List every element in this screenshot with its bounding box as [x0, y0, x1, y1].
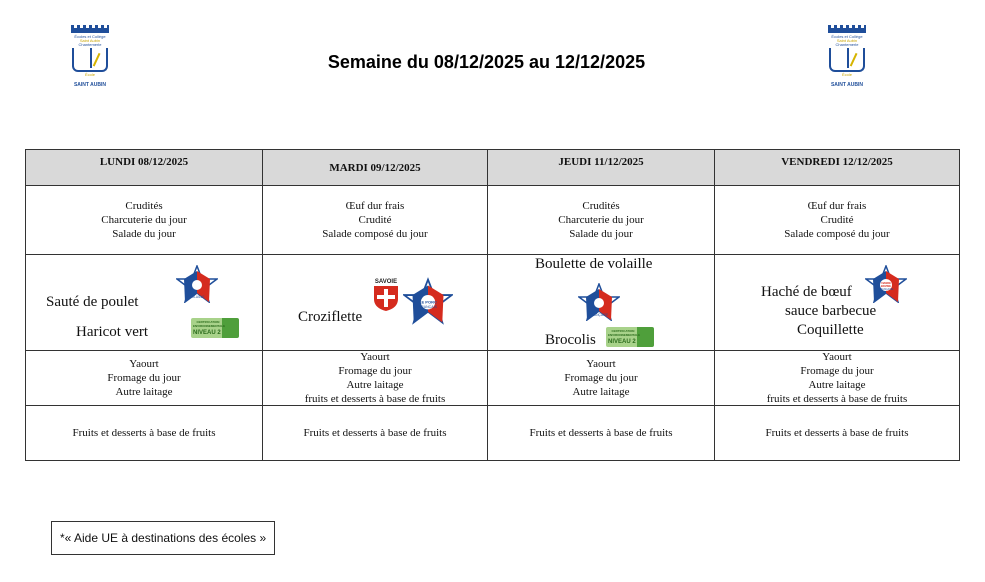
menu-item: Salade du jour [112, 228, 176, 240]
certification-niveau2-icon [191, 318, 239, 338]
menu-item: Boulette de volaille [535, 256, 653, 272]
crown-icon [828, 28, 866, 33]
badge-label: SAVOIE [374, 279, 398, 285]
menu-item: Salade composé du jour [784, 228, 890, 240]
logo-text: SAINT AUBIN [830, 82, 864, 88]
menu-item: Coquillette [797, 322, 864, 338]
badge-label: FRANÇAISE [878, 288, 894, 291]
menu-item: Croziflette [298, 309, 363, 325]
dairy-cell [714, 350, 960, 406]
menu-item: Fromage du jour [338, 365, 412, 377]
logo-text: Chantemerle [835, 42, 859, 47]
volaille-francaise-icon [176, 265, 218, 303]
badge-label: VIANDE [881, 282, 891, 285]
menu-item: Œuf dur frais [345, 200, 405, 212]
day-header-label: LUNDI 08/12/2025 [99, 156, 189, 168]
starters-cell [714, 185, 960, 255]
badge-label: CERTIFICATION ENVIRONNEMENTALE [193, 320, 226, 328]
menu-item: fruits et desserts à base de fruits [304, 393, 446, 405]
menu-item: Autre laitage [115, 386, 173, 398]
menu-item: Yaourt [822, 351, 852, 363]
badge-label: NIVEAU 2 [608, 339, 636, 345]
menu-item: Fromage du jour [800, 365, 874, 377]
menu-item: Autre laitage [572, 386, 630, 398]
badge-label: VOLAILLE [189, 295, 205, 299]
menu-item: Charcuterie du jour [558, 214, 644, 226]
menu-item: Crudités [582, 200, 620, 212]
menu-item: Crudités [125, 200, 163, 212]
logo-text: Écoles et Collège [831, 34, 863, 39]
menu-item: Autre laitage [346, 379, 404, 391]
menu-item: Brocolis [545, 332, 596, 348]
dessert-cell [487, 405, 715, 461]
menu-item: Yaourt [129, 358, 159, 370]
menu-item: Haché de bœuf [761, 284, 852, 300]
dairy-cell [25, 350, 263, 406]
badge-label: CERTIFICATION ENVIRONNEMENTALE [608, 329, 641, 337]
menu-item: sauce barbecue [785, 303, 877, 319]
porc-francais-icon [403, 277, 453, 325]
badge-label: FRANÇAIS [418, 305, 438, 310]
menu-table [25, 149, 960, 461]
menu-item: Fromage du jour [107, 372, 181, 384]
mains-cell [25, 254, 263, 351]
crown-icon [71, 28, 109, 33]
day-header [714, 149, 960, 186]
dessert-cell [25, 405, 263, 461]
badge-label: LE PORC [419, 299, 437, 305]
menu-item: Fruits et desserts à base de fruits [303, 427, 447, 439]
viande-bovine-francaise-icon [865, 265, 907, 303]
day-header-label: JEUDI 11/12/2025 [558, 156, 644, 168]
volaille-francaise-icon [578, 283, 620, 321]
dessert-cell [714, 405, 960, 461]
starters-cell [262, 185, 488, 255]
logo-text: Saint Aubin [79, 38, 101, 43]
menu-item: Œuf dur frais [807, 200, 867, 212]
mains-cell [714, 254, 960, 351]
menu-item: Yaourt [586, 358, 616, 370]
footer-note: *« Aide UE à destinations des écoles » [51, 521, 275, 555]
day-header [25, 149, 263, 186]
menu-item: Crudité [358, 214, 392, 226]
mains-cell [262, 254, 488, 351]
menu-item: Fromage du jour [564, 372, 638, 384]
certification-niveau2-icon [606, 327, 654, 347]
day-header-label: MARDI 09/12/2025 [329, 161, 421, 174]
menu-item: Crudité [820, 214, 854, 226]
menu-item: Fruits et desserts à base de fruits [765, 427, 909, 439]
badge-label: FRANÇAISE [589, 313, 609, 317]
menu-item: Fruits et desserts à base de fruits [72, 427, 216, 439]
day-header [487, 149, 715, 186]
menu-item: Fruits et desserts à base de fruits [529, 427, 673, 439]
savoie-icon [371, 277, 401, 311]
page-title: Semaine du 08/12/2025 au 12/12/2025 [327, 52, 646, 72]
logo-text: École [84, 72, 95, 77]
menu-item: Autre laitage [808, 379, 866, 391]
menu-item: Salade composé du jour [322, 228, 428, 240]
menu-item: Salade du jour [569, 228, 633, 240]
badge-label: BOVINE [881, 285, 891, 288]
menu-item: Yaourt [360, 351, 390, 363]
dairy-cell [487, 350, 715, 406]
day-header-label: VENDREDI 12/12/2025 [781, 156, 893, 168]
starters-cell [487, 185, 715, 255]
menu-item: fruits et desserts à base de fruits [766, 393, 908, 405]
day-header [262, 149, 488, 186]
logo-text: SAINT AUBIN [73, 82, 107, 88]
dessert-cell [262, 405, 488, 461]
dairy-cell [262, 350, 488, 406]
mains-cell [487, 254, 715, 351]
menu-item: Haricot vert [76, 324, 149, 340]
logo-text: Saint Aubin [836, 38, 858, 43]
menu-item: Charcuterie du jour [101, 214, 187, 226]
badge-label: NIVEAU 2 [193, 330, 221, 336]
menu-item: Sauté de poulet [46, 294, 139, 310]
starters-cell [25, 185, 263, 255]
logo-text: Écoles et Collège [74, 34, 106, 39]
logo-text: École [841, 72, 852, 77]
logo-text: Chantemerle [78, 42, 102, 47]
